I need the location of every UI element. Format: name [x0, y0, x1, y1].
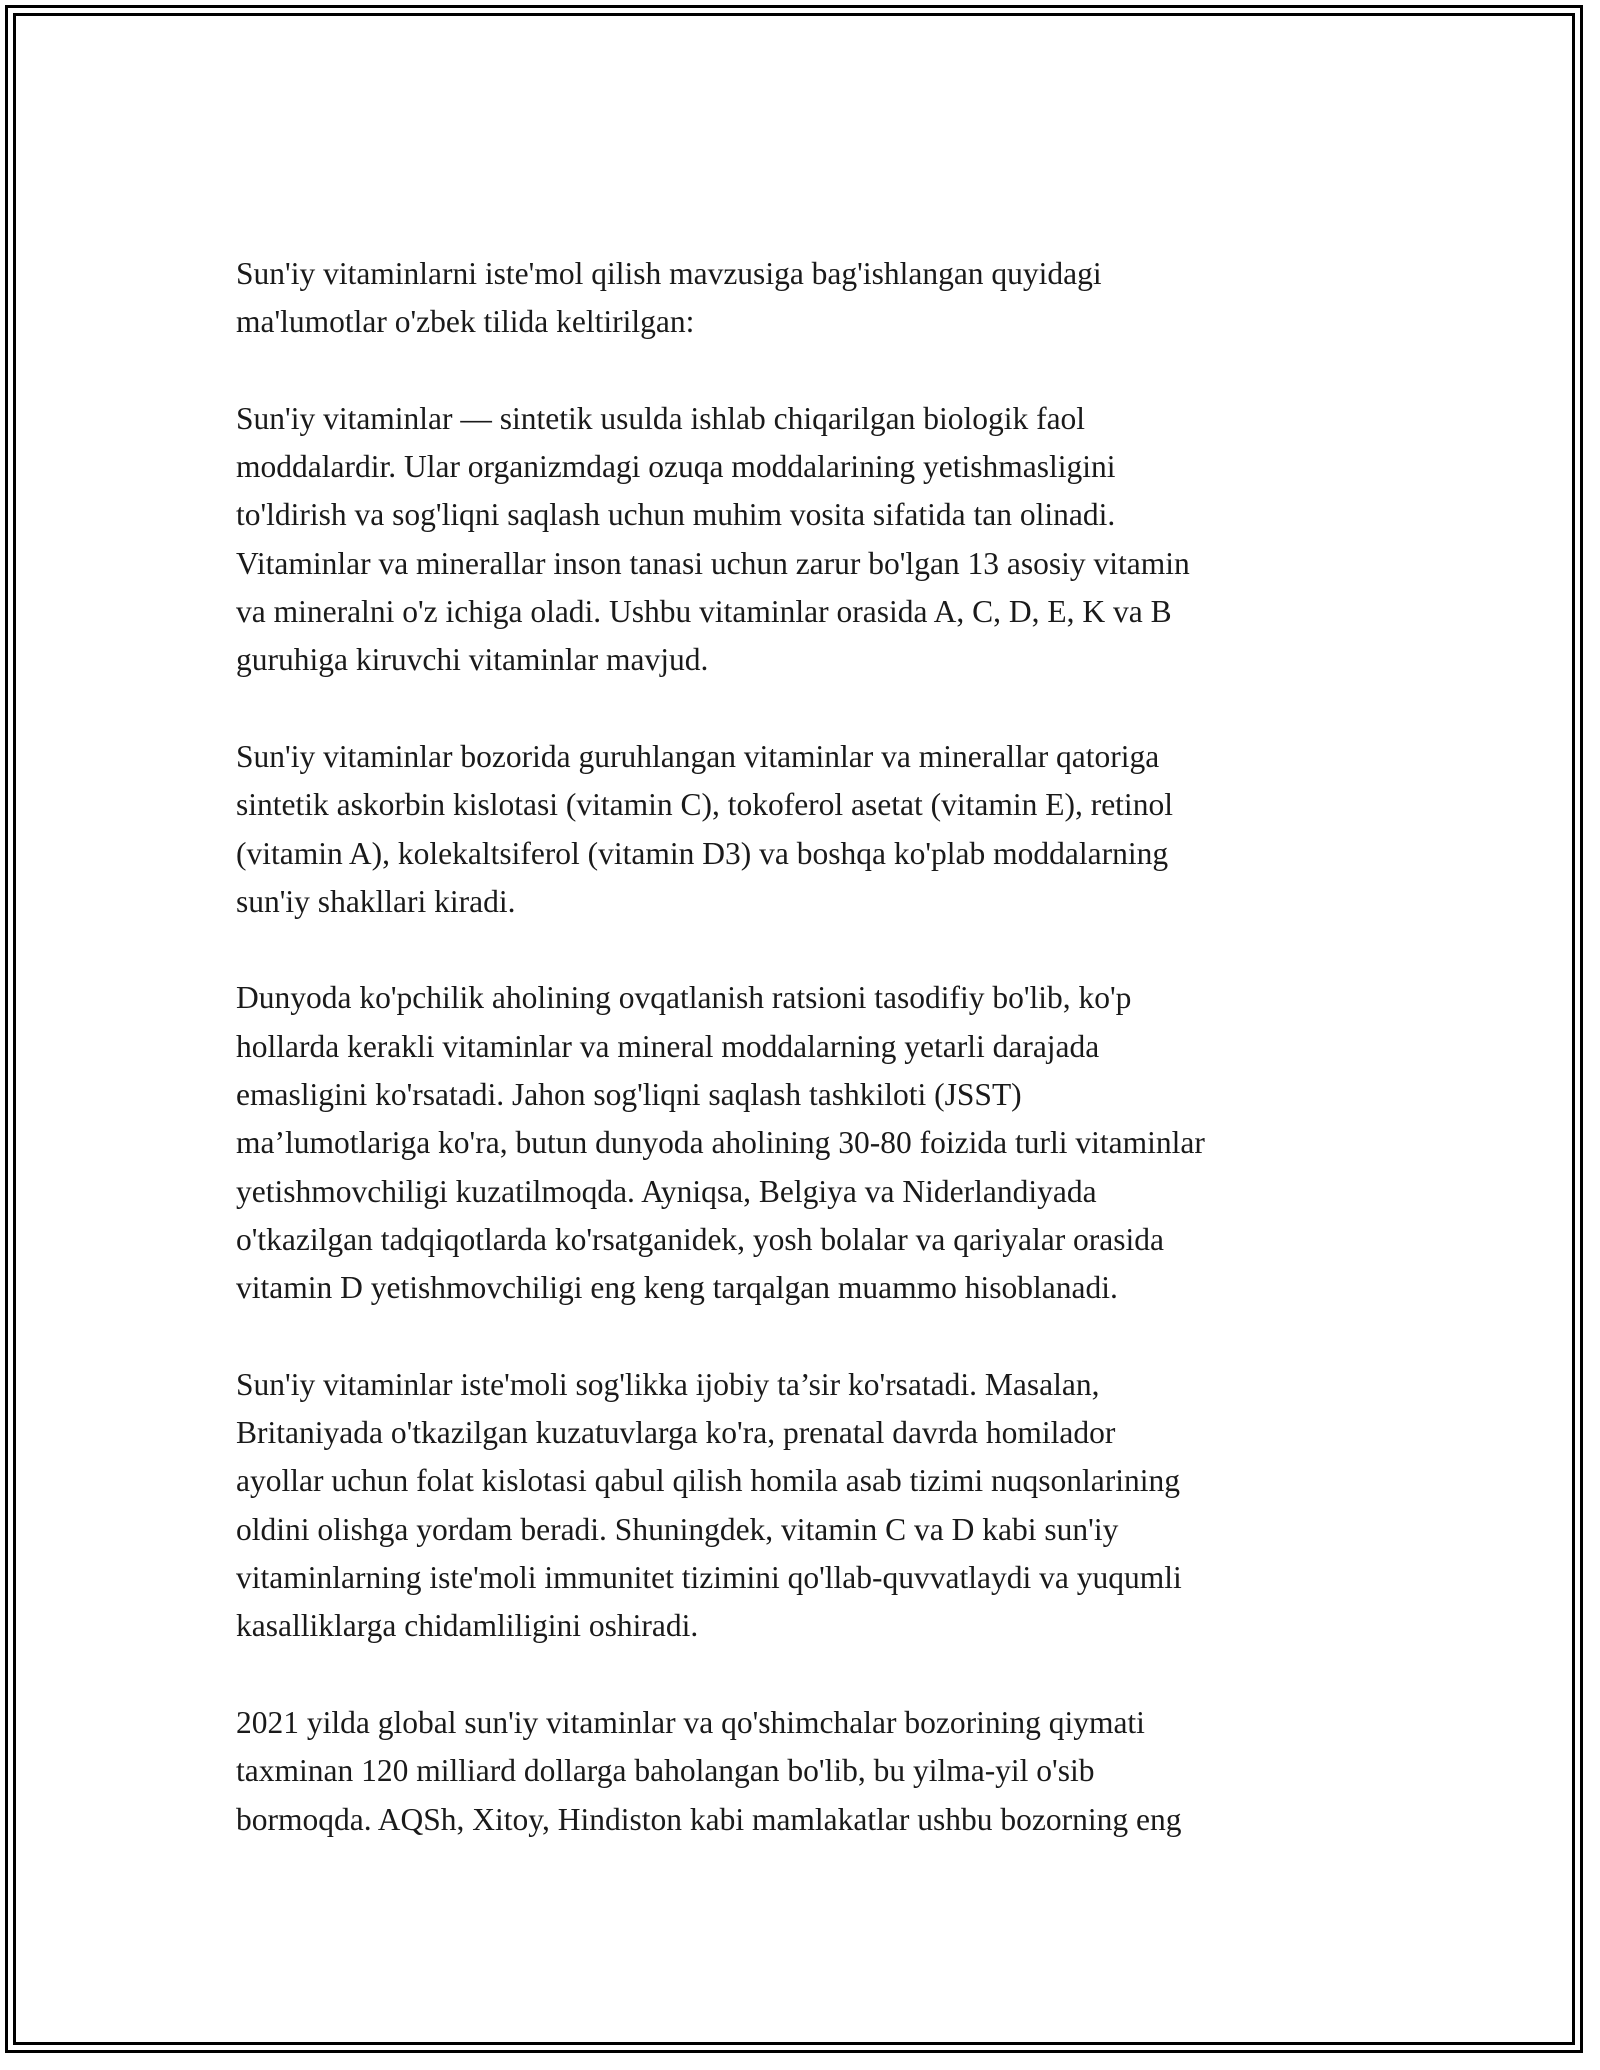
paragraph-intro: Sun'iy vitaminlarni iste'mol qilish mavzusiga bag'ishlangan quyidagi ma'lumotlar o'zbek tilida keltirilgan: [236, 256, 1102, 340]
paragraph-health-effects: Sun'iy vitaminlar iste'moli sog'likka ijobiy ta’sir ko'rsatadi. Masalan, Britaniyada o'tkazilgan kuzatuvlarga ko'ra, prenatal davrda homilador ayollar uchun folat kislotasi qabul qilish homila asab tizimi nuqsonlarining oldini olishga yordam beradi. Shuningdek, vitamin C va D kabi sun'iy vitaminlarning iste'moli immunitet tizimini qo'llab-quvvatlaydi va yuqumli kasalliklarga chidamliligini oshiradi. [236, 1366, 1182, 1644]
document-body [236, 250, 1376, 1892]
paragraph-market-value: 2021 yilda global sun'iy vitaminlar va qo'shimchalar bozorining qiymati taxminan 120 milliard dollarga baholangan bo'lib, bu yilma-yil o'sib bormoqda. AQSh, Xitoy, Hindiston kabi mamlakatlar ushbu bozorning eng [236, 1704, 1182, 1837]
paragraph-definition: Sun'iy vitaminlar — sintetik usulda ishlab chiqarilgan biologik faol moddalardir. Ular organizmdagi ozuqa moddalarining yetishmasligini to'ldirish va sog'liqni saqlash uchun muhim vosita sifatida tan olinadi. Vitaminlar va minerallar inson tanasi uchun zarur bo'lgan 13 asosiy vitamin va mineralni o'z ichiga oladi. Ushbu vitaminlar orasida A, C, D, E, K va B guruhiga kiruvchi vitaminlar mavjud. [236, 400, 1190, 678]
paragraph-deficiency: Dunyoda ko'pchilik aholining ovqatlanish ratsioni tasodifiy bo'lib, ko'p hollarda kerakli vitaminlar va mineral moddalarning yetarli darajada emasligini ko'rsatadi. Jahon sog'liqni saqlash tashkiloti (JSST) ma’lumotlariga ko'ra, butun dunyoda aholining 30-80 foizida turli vitaminlar yetishmovchiligi kuzatilmoqda. Ayniqsa, Belgiya va Niderlandiyada o'tkazilgan tadqiqotlarda ko'rsatganidek, yosh bolalar va qariyalar orasida vitamin D yetishmovchiligi eng keng tarqalgan muammo hisoblanadi. [236, 980, 1205, 1306]
paragraph-market-types: Sun'iy vitaminlar bozorida guruhlangan vitaminlar va minerallar qatoriga sintetik askorbin kislotasi (vitamin C), tokoferol asetat (vitamin E), retinol (vitamin A), kolekaltsiferol (vitamin D3) va boshqa ko'plab moddalarning sun'iy shakllari kiradi. [236, 738, 1173, 919]
